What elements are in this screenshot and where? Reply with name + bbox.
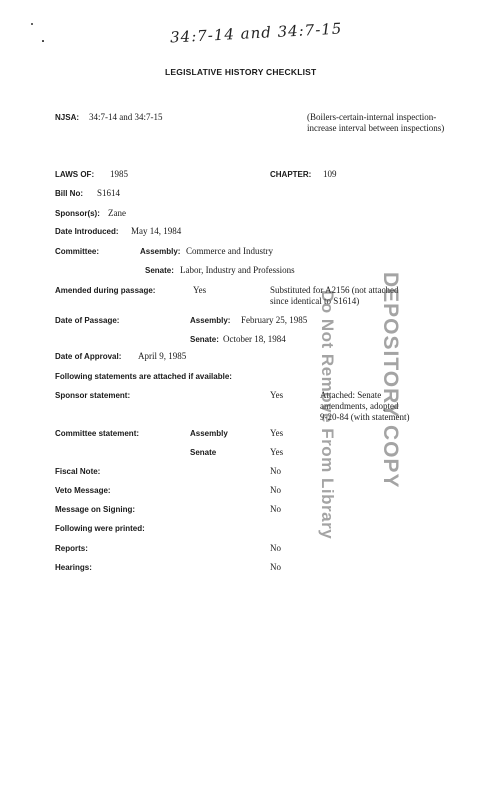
committee-statement-senate-value: Yes xyxy=(270,447,284,457)
approval-value: April 9, 1985 xyxy=(138,351,187,361)
approval-label: Date of Approval: xyxy=(55,352,122,361)
committee-assembly-label: Assembly: xyxy=(140,247,181,256)
sponsor-value: Zane xyxy=(108,208,126,218)
date-introduced-value: May 14, 1984 xyxy=(131,226,182,236)
bill-no-label: Bill No: xyxy=(55,189,83,198)
depository-stamp-line1: DEPOSITORY COPY xyxy=(379,272,402,489)
message-on-signing-value: No xyxy=(270,504,281,514)
sponsor-statement-value: Yes xyxy=(270,390,284,400)
passage-senate-label: Senate: xyxy=(190,335,219,344)
following-attached-heading: Following statements are attached if available: xyxy=(55,372,232,381)
sponsor-label: Sponsor(s): xyxy=(55,209,100,218)
njsa-label: NJSA: xyxy=(55,113,80,122)
depository-stamp-line2: Do Not Remove From Library xyxy=(318,290,337,540)
scan-speck xyxy=(42,40,44,42)
committee-statement-assembly-label: Assembly xyxy=(190,429,228,438)
laws-of-label: LAWS OF: xyxy=(55,170,95,179)
committee-statement-assembly-value: Yes xyxy=(270,428,284,438)
amended-note-line2: since identical to S1614) xyxy=(270,296,360,306)
passage-assembly-label: Assembly: xyxy=(190,316,231,325)
handwritten-header: 34:7-14 and 34:7-15 xyxy=(169,19,343,47)
njsa-value: 34:7-14 and 34:7-15 xyxy=(89,112,163,122)
bill-no-value: S1614 xyxy=(97,188,121,198)
committee-assembly-value: Commerce and Industry xyxy=(186,246,273,256)
veto-message-label: Veto Message: xyxy=(55,486,111,495)
committee-statement-senate-label: Senate xyxy=(190,448,217,457)
date-introduced-label: Date Introduced: xyxy=(55,227,119,236)
veto-message-value: No xyxy=(270,485,281,495)
subject-description: (Boilers-certain-internal inspection-increase interval between inspections) xyxy=(307,112,445,133)
hearings-label: Hearings: xyxy=(55,563,92,572)
sponsor-statement-label: Sponsor statement: xyxy=(55,391,131,400)
message-on-signing-label: Message on Signing: xyxy=(55,505,136,514)
amended-label: Amended during passage: xyxy=(55,286,156,295)
passage-assembly-value: February 25, 1985 xyxy=(241,315,308,325)
following-printed-heading: Following were printed: xyxy=(55,524,145,533)
scan-speck xyxy=(31,23,33,25)
page-title: LEGISLATIVE HISTORY CHECKLIST xyxy=(165,67,317,77)
fiscal-note-value: No xyxy=(270,466,281,476)
committee-senate-value: Labor, Industry and Professions xyxy=(180,265,295,275)
passage-senate-value: October 18, 1984 xyxy=(223,334,286,344)
committee-label: Committee: xyxy=(55,247,100,256)
passage-label: Date of Passage: xyxy=(55,316,120,325)
amended-note-line1: Substituted for A2156 (not attached xyxy=(270,285,399,295)
sponsor-statement-note-line3: 9-20-84 (with statement) xyxy=(320,412,410,422)
laws-of-value: 1985 xyxy=(110,169,128,179)
reports-label: Reports: xyxy=(55,544,88,553)
chapter-value: 109 xyxy=(323,169,337,179)
hearings-value: No xyxy=(270,562,281,572)
committee-senate-label: Senate: xyxy=(145,266,174,275)
fiscal-note-label: Fiscal Note: xyxy=(55,467,101,476)
amended-value: Yes xyxy=(193,285,207,295)
reports-value: No xyxy=(270,543,281,553)
committee-statement-label: Committee statement: xyxy=(55,429,140,438)
chapter-label: CHAPTER: xyxy=(270,170,312,179)
sponsor-statement-note-line2: amendments, adopted xyxy=(320,401,399,411)
sponsor-statement-note-line1: Attached: Senate xyxy=(320,390,382,400)
